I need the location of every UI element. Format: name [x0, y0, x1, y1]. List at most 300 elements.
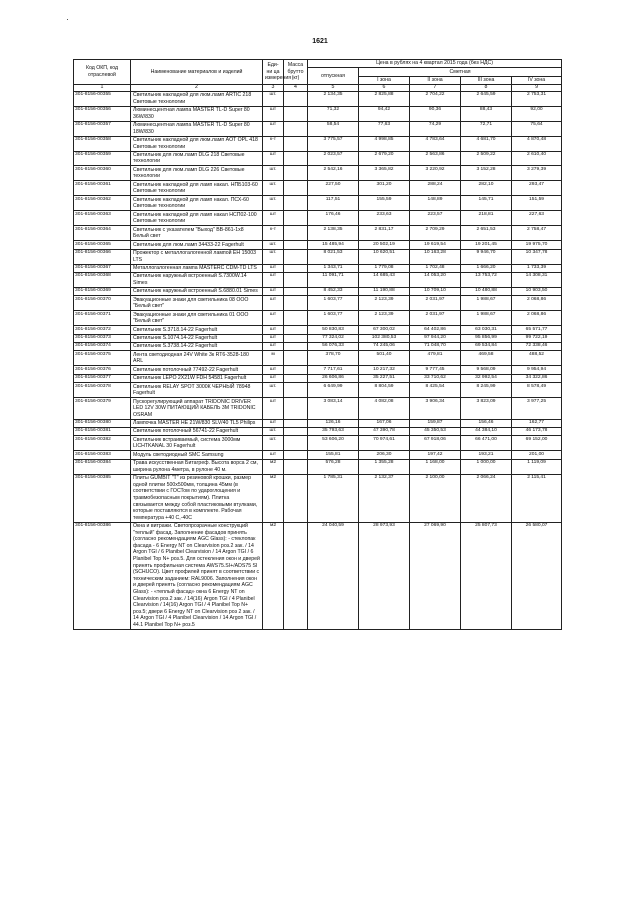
row-name: Светильник для люм.ламп DLG 218 Световые технологии [131, 151, 263, 166]
row-price-zone-3: 156,46 [461, 419, 512, 427]
row-unit: шт [263, 264, 284, 272]
row-mass [284, 196, 308, 211]
row-price-zone-2: 148,89 [410, 196, 461, 211]
row-unit: шт [263, 419, 284, 427]
row-name: Пускорегулирующий аппарат TRIDONIC DRIVER LED 12V 30W ПИТАЮЩИЙ КАБЕЛЬ 3М TRIDONIC OSRAM [131, 398, 263, 420]
row-price-zone-1: 94,42 [359, 106, 410, 121]
row-code: 301-8156-00361 [74, 181, 131, 196]
row-price-zone-3: 44 384,10 [461, 428, 512, 436]
row-price-zone-3: 2 509,22 [461, 151, 512, 166]
row-mass [284, 366, 308, 374]
row-unit: шт [263, 334, 284, 342]
row-price-zone-4: 162,77 [512, 419, 562, 427]
row-price-release: 1 343,71 [308, 264, 359, 272]
table-row [74, 264, 562, 272]
row-mass [284, 181, 308, 196]
row-code: 301-8156-00384 [74, 459, 131, 474]
row-code: 301-8156-00365 [74, 241, 131, 249]
row-code: 301-8156-00380 [74, 419, 131, 427]
row-price-zone-1: 233,63 [359, 211, 410, 226]
row-price-release: 576,28 [308, 459, 359, 474]
row-price-zone-1: 2 679,20 [359, 151, 410, 166]
row-price-zone-3: 10 480,88 [461, 288, 512, 296]
row-price-zone-1: 2 123,39 [359, 296, 410, 311]
header-zone-4: IV зона [512, 76, 562, 84]
table-row [74, 249, 562, 264]
row-price-zone-2: 14 053,20 [410, 273, 461, 288]
row-price-zone-2: 223,57 [410, 211, 461, 226]
row-mass [284, 343, 308, 351]
row-unit: шт. [263, 166, 284, 181]
row-unit: шт. [263, 181, 284, 196]
row-price-zone-2: 19 619,54 [410, 241, 461, 249]
row-price-release: 35 793,63 [308, 428, 359, 436]
column-number: 7 [410, 85, 461, 92]
row-price-zone-3: 2 651,53 [461, 226, 512, 241]
table-row [74, 383, 562, 398]
row-price-zone-1: 2 132,37 [359, 474, 410, 522]
table-row [74, 436, 562, 451]
table-row [74, 451, 562, 459]
row-price-release: 26 606,86 [308, 374, 359, 382]
row-mass [284, 474, 308, 522]
row-unit: шт. [263, 383, 284, 398]
row-price-zone-4: 2 068,86 [512, 296, 562, 311]
row-unit: шт. [263, 436, 284, 451]
row-price-zone-4: 1 119,09 [512, 459, 562, 474]
column-number: 5 [308, 85, 359, 92]
row-price-zone-3: 63 030,31 [461, 326, 512, 334]
row-name: Светильник наружный встроенный S.7300W.14 Simes [131, 273, 263, 288]
row-mass [284, 151, 308, 166]
header-zone-3: III зона [461, 76, 512, 84]
row-price-zone-3: 25 807,73 [461, 522, 512, 629]
row-code: 301-8156-00363 [74, 211, 131, 226]
row-price-zone-4: 201,00 [512, 451, 562, 459]
table-row [74, 311, 562, 326]
row-price-zone-2: 45 350,53 [410, 428, 461, 436]
row-mass [284, 436, 308, 451]
row-price-release: 11 091,71 [308, 273, 359, 288]
row-price-zone-2: 197,42 [410, 451, 461, 459]
row-price-zone-2: 2 031,97 [410, 296, 461, 311]
row-price-zone-1: 102 380,53 [359, 334, 410, 342]
row-price-zone-2: 74,29 [410, 121, 461, 136]
row-price-release: 3 083,14 [308, 398, 359, 420]
row-price-zone-1: 74 245,06 [359, 343, 410, 351]
row-price-zone-4: 65 571,77 [512, 326, 562, 334]
table-row [74, 151, 562, 166]
row-price-zone-4: 69 152,00 [512, 436, 562, 451]
row-price-zone-3: 9 946,70 [461, 249, 512, 264]
row-mass [284, 326, 308, 334]
row-price-zone-3: 145,71 [461, 196, 512, 211]
row-unit: шт [263, 398, 284, 420]
row-price-release: 15 485,94 [308, 241, 359, 249]
row-price-zone-2: 27 069,90 [410, 522, 461, 629]
row-price-zone-4: 19 975,70 [512, 241, 562, 249]
row-unit: к-т [263, 136, 284, 151]
row-price-zone-2: 10 163,28 [410, 249, 461, 264]
row-price-zone-1: 167,06 [359, 419, 410, 427]
row-mass [284, 264, 308, 272]
row-price-zone-3: 88,43 [461, 106, 512, 121]
row-price-zone-4: 488,52 [512, 351, 562, 366]
row-mass [284, 428, 308, 436]
row-price-zone-3: 2 066,24 [461, 474, 512, 522]
row-code: 301-8156-00383 [74, 451, 131, 459]
row-mass [284, 166, 308, 181]
table-row [74, 334, 562, 342]
row-price-zone-2: 64 402,86 [410, 326, 461, 334]
row-price-release: 56 076,33 [308, 343, 359, 351]
row-price-release: 2 023,57 [308, 151, 359, 166]
row-code: 301-8156-00378 [74, 383, 131, 398]
table-row [74, 428, 562, 436]
column-number: 2 [131, 85, 263, 92]
row-name: Прожектор с металлогалогенной лампой ЕН 15003 LTS [131, 249, 263, 264]
table-row [74, 166, 562, 181]
row-code: 301-8156-00382 [74, 436, 131, 451]
row-name: Эвакуационные знаки для светильника 08 ООО "Белый свет" [131, 296, 263, 311]
row-code: 301-8156-00355 [74, 91, 131, 106]
table-row [74, 196, 562, 211]
row-name: Светильник накладной для люм.ламп ARTIC 218 Световые технологии [131, 91, 263, 106]
row-mass [284, 419, 308, 427]
table-row [74, 226, 562, 241]
column-number: 6 [359, 85, 410, 92]
header-zone-2: II зона [410, 76, 461, 84]
row-price-release: 3 775,57 [308, 136, 359, 151]
row-name: Трава искусственная Битагреф. Высота ворса 2 см, ширина рулона 4метра, в рулоне 40 м. [131, 459, 263, 474]
row-unit: м [263, 351, 284, 366]
row-code: 301-8156-00370 [74, 296, 131, 311]
row-price-zone-4: 2 610,40 [512, 151, 562, 166]
row-price-zone-1: 501,40 [359, 351, 410, 366]
row-unit: м2 [263, 522, 284, 629]
table-row [74, 241, 562, 249]
row-code: 301-8156-00377 [74, 374, 131, 382]
row-price-release: 2 542,16 [308, 166, 359, 181]
row-price-release: 71,32 [308, 106, 359, 121]
row-mass [284, 91, 308, 106]
row-price-zone-2: 2 100,00 [410, 474, 461, 522]
row-code: 301-8156-00373 [74, 334, 131, 342]
price-table [73, 59, 562, 630]
row-price-zone-4: 26 580,07 [512, 522, 562, 629]
row-price-release: 7 717,61 [308, 366, 359, 374]
row-price-zone-1: 47 390,78 [359, 428, 410, 436]
row-price-release: 8 452,33 [308, 288, 359, 296]
row-price-zone-3: 282,10 [461, 181, 512, 196]
row-code: 301-8156-00386 [74, 522, 131, 629]
row-price-zone-1: 70 974,61 [359, 436, 410, 451]
table-row [74, 474, 562, 522]
row-code: 301-8156-00385 [74, 474, 131, 522]
row-price-zone-3: 469,58 [461, 351, 512, 366]
row-price-zone-2: 10 709,10 [410, 288, 461, 296]
table-body [74, 91, 562, 629]
page-number: 1621 [312, 38, 328, 45]
row-price-zone-1: 4 998,85 [359, 136, 410, 151]
row-price-release: 1 603,77 [308, 311, 359, 326]
table-row [74, 288, 562, 296]
row-unit: шт [263, 451, 284, 459]
row-name: Плиты GUMBIT "Т" из резиновой крошки, размер одной плитки 500х500мм, толщина 45мм (в соответствии с ГОСТом по удароглощения и травмобезопасным покрытиям). Плитка связывается между собой пластиковыми втулками, которые поставляются в комплекте. Рабочая температура +40 С,-40С [131, 474, 263, 522]
row-price-zone-1: 67 300,02 [359, 326, 410, 334]
header-zone-1: I зона [359, 76, 410, 84]
row-unit: шт [263, 296, 284, 311]
row-unit: шт. [263, 428, 284, 436]
row-price-zone-1: 3 365,82 [359, 166, 410, 181]
header-code: Код ОКП, код отраслевой [74, 60, 131, 85]
row-price-release: 117,51 [308, 196, 359, 211]
row-mass [284, 273, 308, 288]
row-code: 301-8156-00374 [74, 343, 131, 351]
row-price-zone-4: 8 578,49 [512, 383, 562, 398]
row-name: Светильник для люм.ламп DLG 226 Световые технологии [131, 166, 263, 181]
row-code: 301-8156-00366 [74, 249, 131, 264]
row-name: Светильник LEPO 2X21W FDH 54581 Fagerhult [131, 374, 263, 382]
row-unit: шт [263, 211, 284, 226]
row-price-zone-1: 11 190,88 [359, 288, 410, 296]
row-price-zone-3: 4 681,70 [461, 136, 512, 151]
row-price-zone-3: 9 568,09 [461, 366, 512, 374]
row-mass [284, 296, 308, 311]
header-name: Наименование материалов и изделий [131, 60, 263, 85]
table-row [74, 121, 562, 136]
row-name: Светильник потолочный 77492-22 Fagerhult [131, 366, 263, 374]
row-unit: к-т [263, 226, 284, 241]
row-unit: шт [263, 151, 284, 166]
row-price-zone-1: 14 685,43 [359, 273, 410, 288]
row-code: 301-8156-00381 [74, 428, 131, 436]
row-unit: шт [263, 288, 284, 296]
table-row [74, 106, 562, 121]
row-name: Люминесцентная лампа MASTER TL-D Super 80 36W/830 [131, 106, 263, 121]
row-code: 301-8156-00364 [74, 226, 131, 241]
header-estimate: Сметная [359, 68, 562, 76]
row-unit: шт [263, 366, 284, 374]
row-name: Светильник накладной для ламп накал НСП02-100 Световые технологии [131, 211, 263, 226]
row-price-zone-3: 69 534,84 [461, 343, 512, 351]
column-number: 1 [74, 85, 131, 92]
row-name: Светильник накладной для ламп накал. ПСХ-60 Световые технологии [131, 196, 263, 211]
row-mass [284, 226, 308, 241]
header-row-1 [74, 60, 562, 68]
column-number: 8 [461, 85, 512, 92]
row-price-zone-4: 2 758,47 [512, 226, 562, 241]
row-price-zone-4: 10 347,78 [512, 249, 562, 264]
row-name: Металлогалогенная лампа MASTERC CDM-TD LTS [131, 264, 263, 272]
row-code: 301-8156-00376 [74, 366, 131, 374]
row-code: 301-8156-00368 [74, 273, 131, 288]
table-row [74, 459, 562, 474]
row-price-zone-1: 301,20 [359, 181, 410, 196]
row-mass [284, 459, 308, 474]
row-price-zone-4: 227,63 [512, 211, 562, 226]
table-row [74, 419, 562, 427]
row-price-zone-3: 66 471,00 [461, 436, 512, 451]
row-price-release: 155,81 [308, 451, 359, 459]
row-price-zone-2: 67 918,06 [410, 436, 461, 451]
row-unit: шт. [263, 249, 284, 264]
row-price-zone-2: 3 906,34 [410, 398, 461, 420]
row-price-zone-3: 1 000,00 [461, 459, 512, 474]
row-unit: шт. [263, 196, 284, 211]
row-price-zone-4: 99 722,19 [512, 334, 562, 342]
row-name: Люминесцентная лампа MASTER TL-D Super 80 18W/830 [131, 121, 263, 136]
row-name: Эвакуационные знаки для светильника 01 ООО "Белый свет" [131, 311, 263, 326]
row-price-release: 2 134,35 [308, 91, 359, 106]
row-unit: м2 [263, 474, 284, 522]
table-row [74, 366, 562, 374]
row-name: Лента светодиодная 24V White 3к RT6-3528-180 ARL [131, 351, 263, 366]
table-row [74, 91, 562, 106]
row-name: Светильник наружный встроенный S.6880.01 Simes [131, 288, 263, 296]
row-price-zone-3: 95 856,99 [461, 334, 512, 342]
row-price-zone-1: 4 082,08 [359, 398, 410, 420]
row-price-zone-4: 46 173,78 [512, 428, 562, 436]
row-unit: м2 [263, 459, 284, 474]
row-price-zone-1: 35 227,51 [359, 374, 410, 382]
row-price-zone-2: 2 709,29 [410, 226, 461, 241]
row-price-zone-3: 8 245,99 [461, 383, 512, 398]
row-price-zone-1: 8 804,59 [359, 383, 410, 398]
table-row [74, 296, 562, 311]
row-price-zone-2: 479,81 [410, 351, 461, 366]
row-price-zone-1: 155,59 [359, 196, 410, 211]
row-price-release: 24 040,59 [308, 522, 359, 629]
row-price-zone-2: 2 031,97 [410, 311, 461, 326]
table-row [74, 522, 562, 629]
row-unit: шт. [263, 241, 284, 249]
row-price-zone-3: 19 201,45 [461, 241, 512, 249]
row-price-release: 58,54 [308, 121, 359, 136]
row-price-zone-4: 2 753,31 [512, 91, 562, 106]
table-row [74, 136, 562, 151]
row-unit: шт [263, 374, 284, 382]
scan-speck [67, 19, 68, 20]
row-name: Окна и витражи. Светопрозрачные конструкций "теплый" фасад. Заполнение фасадов принять (согласно рекомендациям AGC Glass): - стеклопак фасада - 6 Energy NT on Clearvision роз.2 зак. / 14 Argon TGI / 6 Planibel Clearvision / 14 Argon TGI / 6 Planibel Top N+ роз.5. Для остекления окон и дверей принять профильная система AWS75.SI+/ADS75 SI (SCHUCO). Цвет профилей принят в соответствии с техническим заданием: RAL9006. Заполнения окон и дверей принять (согласно рекомендациям AGC Glass): - «теплый фасад» окна 6 Energy NT on Clearvision роз.2 зак. / 14(16) Argon TGI / 4 Planibel Clearvision / 14(16) Argon TGI / 4 Planibel Top N+ роз.5; двери 6 Energy NT on Clearvision роз 2 зак. / 14 Argon TGI / 4 Planibel Clearvision / 14 Argon TGI / 44.1 Planibel Top N+ роз.5 [131, 522, 263, 629]
row-mass [284, 106, 308, 121]
row-price-release: 176,46 [308, 211, 359, 226]
row-name: Светильник S.3718.14-22 Fagerhult [131, 326, 263, 334]
row-price-release: 6 649,99 [308, 383, 359, 398]
row-price-zone-1: 77,63 [359, 121, 410, 136]
row-price-zone-2: 9 777,45 [410, 366, 461, 374]
row-name: Светильник RELAY SPOT 3000К ЧЕРНЫЙ 78948 Fagerhult [131, 383, 263, 398]
row-price-zone-3: 3 823,09 [461, 398, 512, 420]
row-price-zone-4: 1 733,39 [512, 264, 562, 272]
row-price-release: 50 830,83 [308, 326, 359, 334]
row-price-zone-2: 2 704,22 [410, 91, 461, 106]
row-mass [284, 334, 308, 342]
row-name: Светильник накладной для люм.ламп AOT OPL 418 Световые технологии [131, 136, 263, 151]
header-unit: Еди-ни ца измерения [263, 60, 284, 85]
row-price-release: 126,16 [308, 419, 359, 427]
row-mass [284, 249, 308, 264]
header-release: отпускная [308, 68, 359, 85]
header-price-group: Цена в рублях на 4 квартал 2015 года (без НДС) [308, 60, 562, 68]
column-number: 3 [263, 85, 284, 92]
row-price-zone-1: 10 620,51 [359, 249, 410, 264]
table-row [74, 351, 562, 366]
row-price-zone-2: 2 563,86 [410, 151, 461, 166]
row-price-zone-3: 32 992,54 [461, 374, 512, 382]
row-price-zone-3: 3 152,28 [461, 166, 512, 181]
row-mass [284, 383, 308, 398]
row-price-release: 8 021,53 [308, 249, 359, 264]
row-name: Светильник накладной для ламп накал. НПБ103-60 Световые технологии [131, 181, 263, 196]
row-price-release: 53 606,20 [308, 436, 359, 451]
row-price-zone-1: 2 123,39 [359, 311, 410, 326]
row-price-release: 1 785,31 [308, 474, 359, 522]
column-number: 9 [512, 85, 562, 92]
table-row [74, 211, 562, 226]
row-unit: шт [263, 326, 284, 334]
row-mass [284, 522, 308, 629]
row-price-zone-4: 34 322,86 [512, 374, 562, 382]
row-code: 301-8156-00362 [74, 196, 131, 211]
row-unit: шт [263, 343, 284, 351]
row-name: Светильник встраиваемый, система 3000мм LICHTKANAL 30 Fagerhult [131, 436, 263, 451]
row-price-zone-4: 151,59 [512, 196, 562, 211]
row-code: 301-8156-00369 [74, 288, 131, 296]
row-name: Светильник с указателем "Выход" ВВ-861-1х8 Белый свет [131, 226, 263, 241]
row-price-release: 77 324,02 [308, 334, 359, 342]
row-unit: шт [263, 273, 284, 288]
row-unit: шт. [263, 91, 284, 106]
row-mass [284, 374, 308, 382]
row-price-zone-2: 159,87 [410, 419, 461, 427]
row-price-zone-2: 90,36 [410, 106, 461, 121]
row-mass [284, 451, 308, 459]
row-price-zone-1: 2 825,88 [359, 91, 410, 106]
row-price-release: 227,50 [308, 181, 359, 196]
row-mass [284, 211, 308, 226]
row-price-zone-2: 71 048,70 [410, 343, 461, 351]
row-mass [284, 288, 308, 296]
table-row [74, 374, 562, 382]
row-code: 301-8156-00367 [74, 264, 131, 272]
row-price-zone-2: 33 710,62 [410, 374, 461, 382]
row-price-zone-2: 3 220,92 [410, 166, 461, 181]
row-price-zone-4: 10 903,50 [512, 288, 562, 296]
row-price-zone-3: 2 645,59 [461, 91, 512, 106]
row-price-release: 2 138,35 [308, 226, 359, 241]
row-price-zone-1: 206,30 [359, 451, 410, 459]
row-name: Светильник S.3738.14-22 Fagerhult [131, 343, 263, 351]
row-price-zone-3: 218,81 [461, 211, 512, 226]
row-unit: шт [263, 106, 284, 121]
row-price-zone-1: 10 217,32 [359, 366, 410, 374]
row-price-zone-1: 20 502,19 [359, 241, 410, 249]
row-price-zone-3: 72,71 [461, 121, 512, 136]
row-price-zone-4: 4 870,48 [512, 136, 562, 151]
row-price-zone-1: 1 779,08 [359, 264, 410, 272]
row-price-zone-1: 28 973,93 [359, 522, 410, 629]
row-mass [284, 241, 308, 249]
row-mass [284, 351, 308, 366]
row-price-zone-4: 293,47 [512, 181, 562, 196]
row-price-zone-3: 13 753,72 [461, 273, 512, 288]
row-code: 301-8156-00357 [74, 121, 131, 136]
row-price-zone-2: 97 944,20 [410, 334, 461, 342]
row-price-zone-3: 1 988,67 [461, 311, 512, 326]
row-price-zone-4: 92,00 [512, 106, 562, 121]
row-price-zone-2: 4 783,64 [410, 136, 461, 151]
